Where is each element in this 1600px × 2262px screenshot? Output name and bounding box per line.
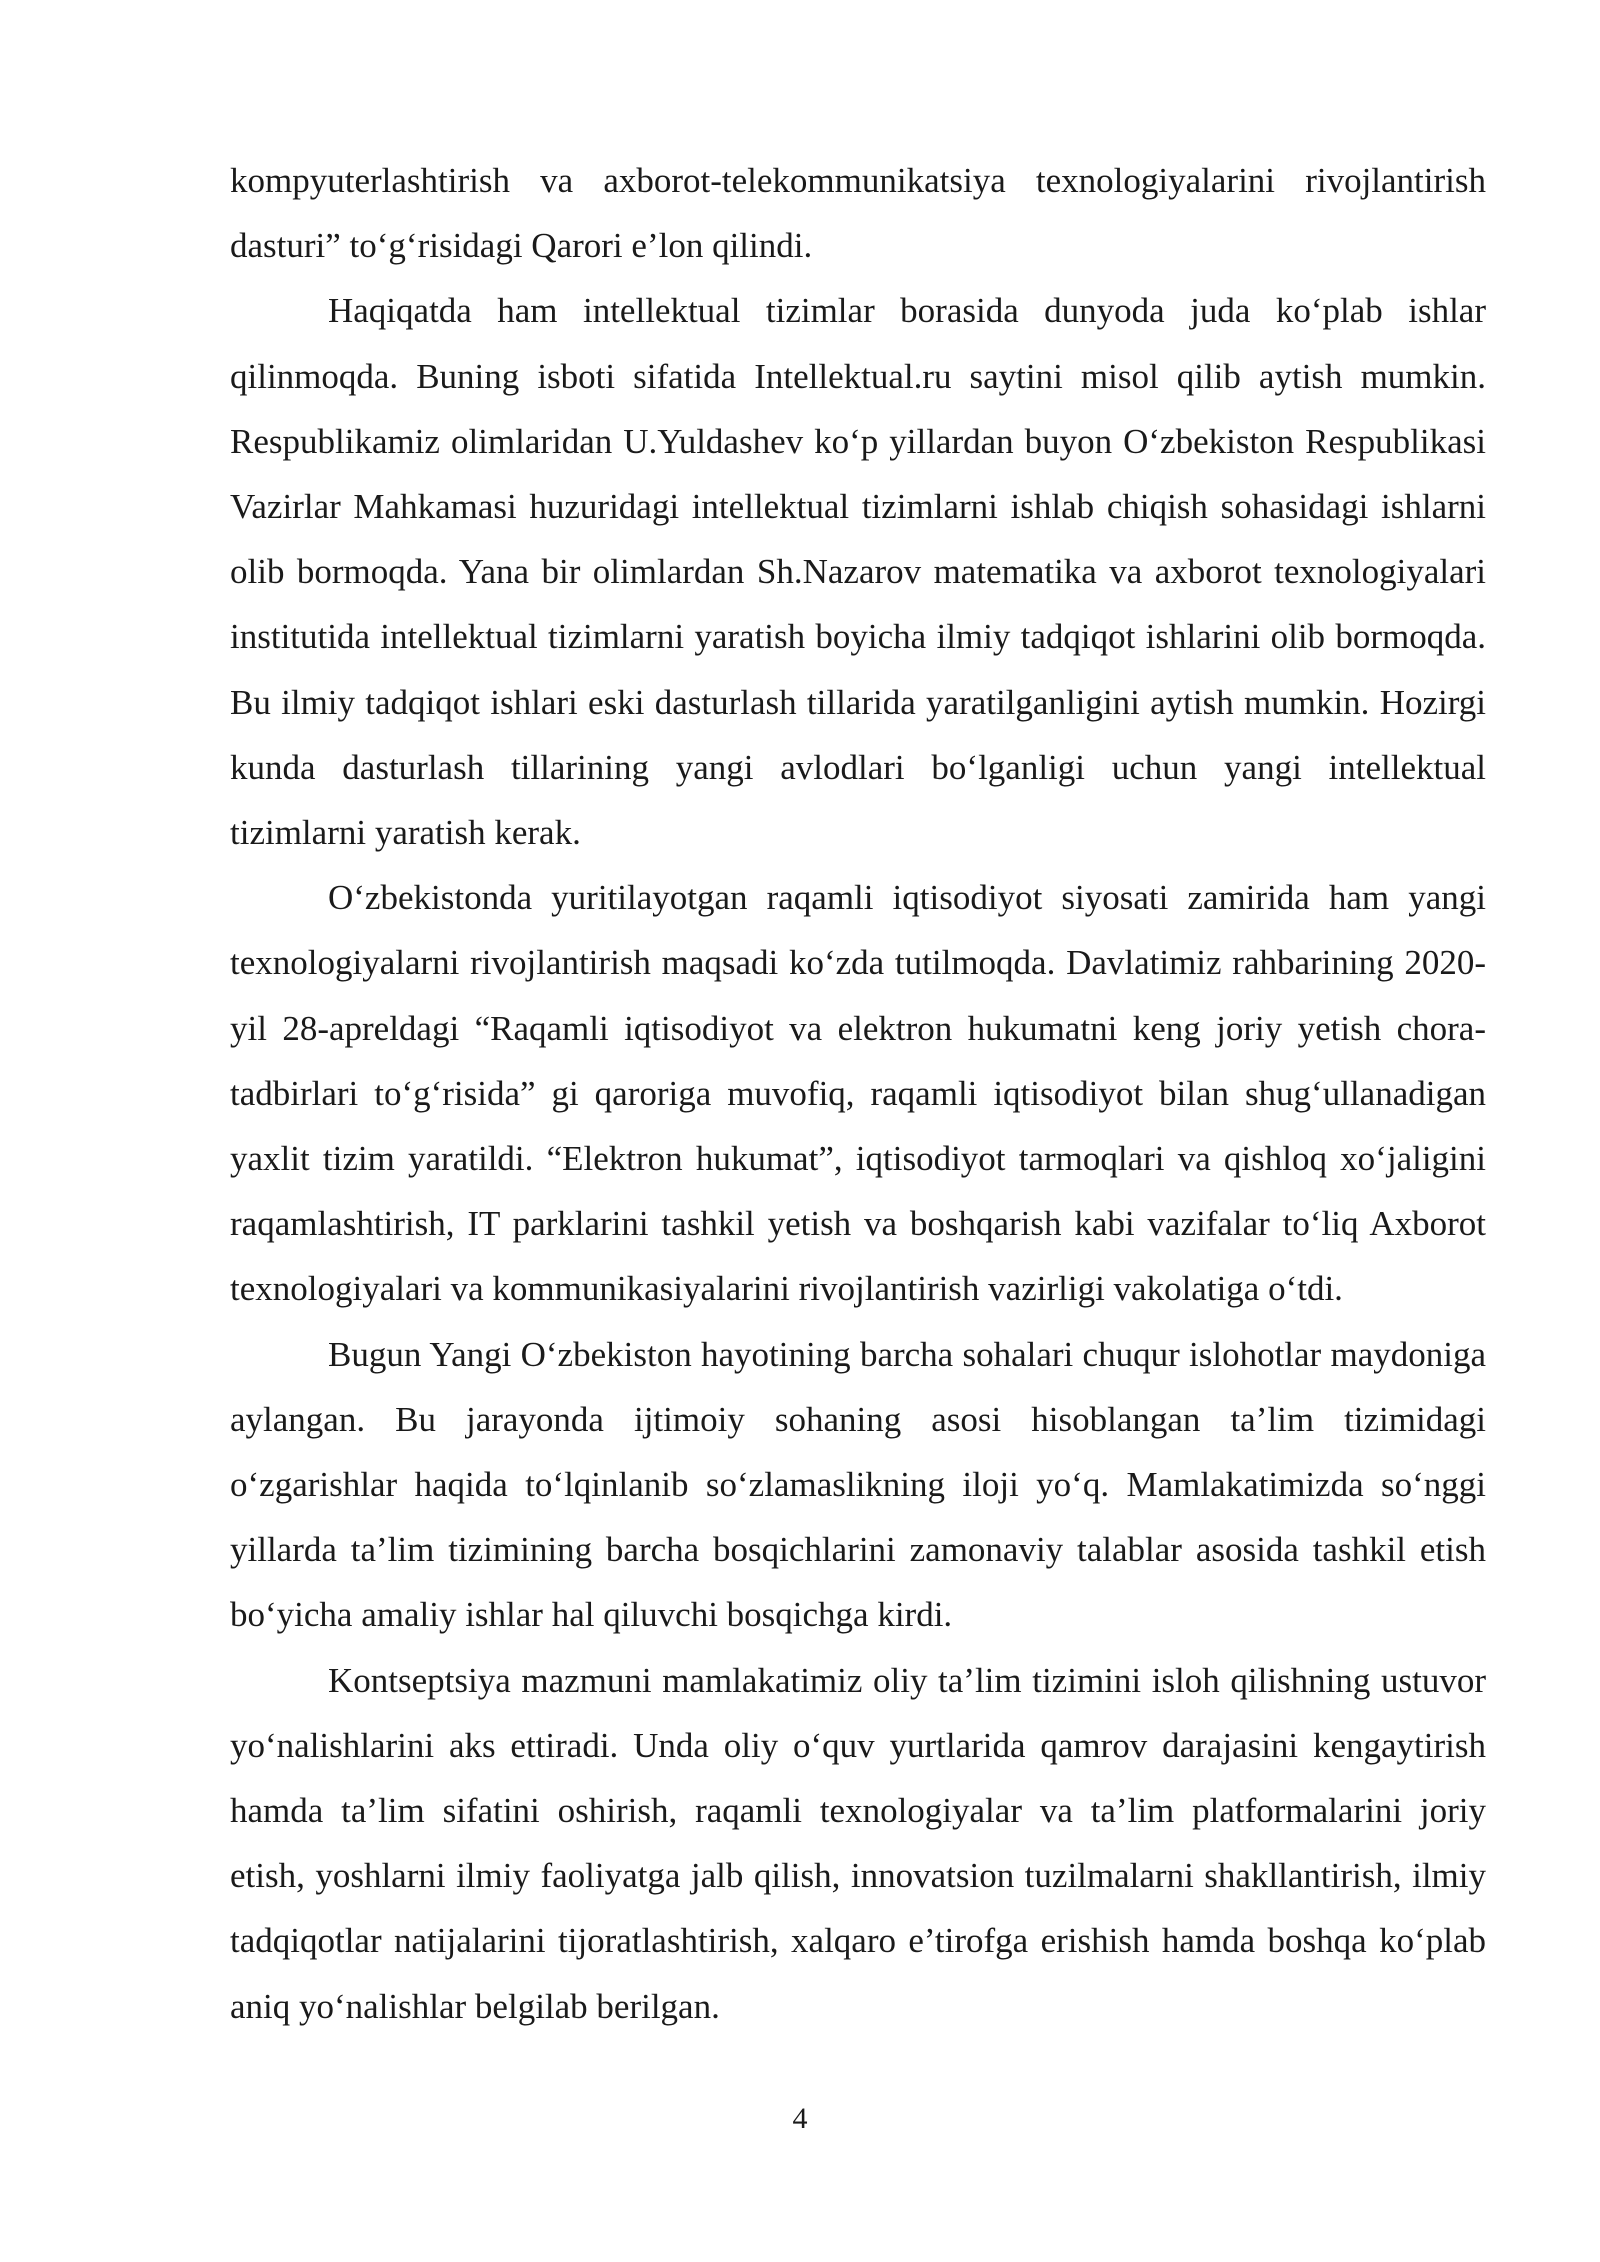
paragraph-5: Kontseptsiya mazmuni mamlakatimiz oliy ta’lim tizimini isloh qilishning ustuvor yo‘nalishlarini aks ettiradi. Unda oliy o‘quv yurtlarida qamrov darajasini kengaytirish hamda ta’lim sifatini oshirish, raqamli texnologiyalar va ta’lim platformalarini joriy etish, yoshlarni ilmiy faoliyatga jalb qilish, innovatsion tuzilmalarni shakllantirish, ilmiy tadqiqotlar natijalarini tijoratlashtirish, xalqaro e’tirofga erishish hamda boshqa ko‘plab aniq yo‘nalishlar belgilab berilgan. [230, 1660, 1486, 2026]
page-number: 4 [792, 2102, 808, 2135]
document-body [230, 148, 1486, 2039]
paragraph-2: Haqiqatda ham intellektual tizimlar borasida dunyoda juda ko‘plab ishlar qilinmoqda. Buning isboti sifatida Intellektual.ru saytini misol qilib aytish mumkin. Respublikamiz olimlaridan U.Yuldashev ko‘p yillardan buyon O‘zbekiston Respublikasi Vazirlar Mahkamasi huzuridagi intellektual tizimlarni ishlab chiqish sohasidagi ishlarni olib bormoqda. Yana bir olimlardan Sh.Nazarov matematika va axborot texnologiyalari institutida intellektual tizimlarni yaratish boyicha ilmiy tadqiqot ishlarini olib bormoqda. Bu ilmiy tadqiqot ishlari eski dasturlash tillarida yaratilganligini aytish mumkin. Hozirgi kunda dasturlash tillarining yangi avlodlari bo‘lganligi uchun yangi intellektual tizimlarni yaratish kerak. [230, 291, 1486, 853]
paragraph-1: kompyuterlashtirish va axborot-telekommunikatsiya texnologiyalarini rivojlantirish dasturi” to‘g‘risidagi Qarori e’lon qilindi. [230, 161, 1486, 266]
paragraph-4: Bugun Yangi O‘zbekiston hayotining barcha sohalari chuqur islohotlar maydoniga aylangan. Bu jarayonda ijtimoiy sohaning asosi hisoblangan ta’lim tizimidagi o‘zgarishlar haqida to‘lqinlanib so‘zlamaslikning iloji yo‘q. Mamlakatimizda so‘nggi yillarda ta’lim tizimining barcha bosqichlarini zamonaviy talablar asosida tashkil etish bo‘yicha amaliy ishlar hal qiluvchi bosqichga kirdi. [230, 1334, 1486, 1635]
paragraph-3: O‘zbekistonda yuritilayotgan raqamli iqtisodiyot siyosati zamirida ham yangi texnologiyalarni rivojlantirish maqsadi ko‘zda tutilmoqda. Davlatimiz rahbarining 2020-yil 28-apreldagi “Raqamli iqtisodiyot va elektron hukumatni keng joriy yetish chora-tadbirlari to‘g‘risida” gi qaroriga muvofiq, raqamli iqtisodiyot bilan shug‘ullanadigan yaxlit tizim yaratildi. “Elektron hukumat”, iqtisodiyot tarmoqlari va qishloq xo‘jaligini raqamlashtirish, IT parklarini tashkil yetish va boshqarish kabi vazifalar to‘liq Axborot texnologiyalari va kommunikasiyalarini rivojlantirish vazirligi vakolatiga o‘tdi. [230, 878, 1486, 1309]
